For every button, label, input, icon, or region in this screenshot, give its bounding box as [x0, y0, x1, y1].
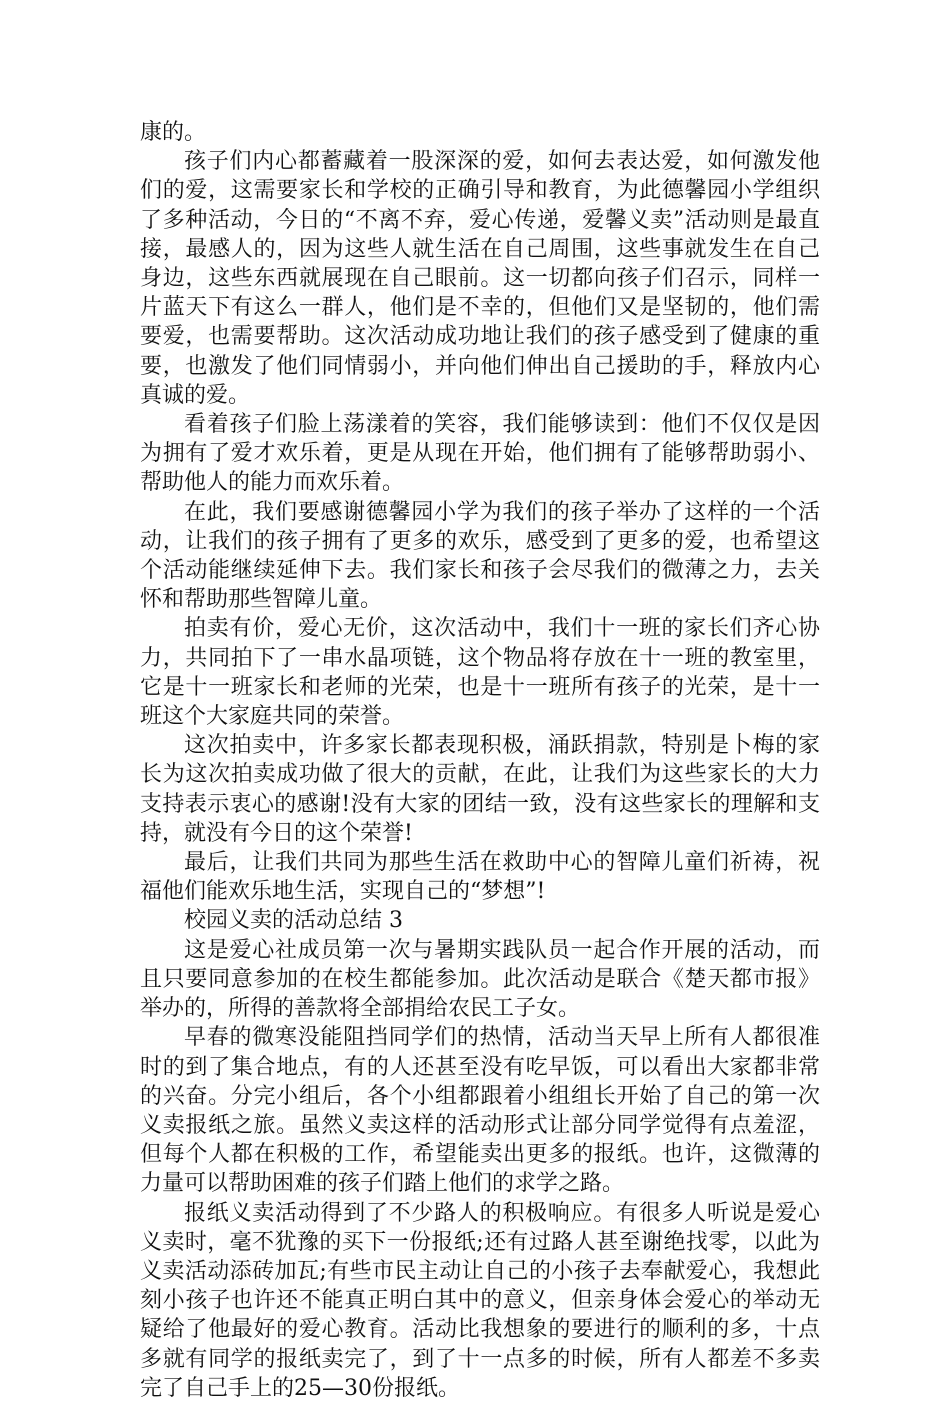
paragraph: 报纸义卖活动得到了不少路人的积极响应。有很多人听说是爱心义卖时，毫不犹豫的买下一份报纸;还有过路人甚至谢绝找零，以此为义卖活动添砖加瓦;有些市民主动让自己的小孩子去奉献爱心，我想此刻小孩子也许还不能真正明白其中的意义，但亲身体会爱心的举动无疑给了他最好的爱心教育。活动比我想象的要进行的顺利的多，十点多就有同学的报纸卖完了，到了十一点多的时候，所有人都差不多卖完了自己手上的25—30份报纸。 — [140, 1200, 820, 1401]
paragraph: 看着孩子们脸上荡漾着的笑容，我们能够读到：他们不仅仅是因为拥有了爱才欢乐着，更是从现在开始，他们拥有了能够帮助弱小、帮助他人的能力而欢乐着。 — [140, 412, 820, 496]
paragraph: 这是爱心社成员第一次与暑期实践队员一起合作开展的活动，而且只要同意参加的在校生都能参加。此次活动是联合《楚天都市报》举办的，所得的善款将全部捐给农民工子女。 — [140, 937, 820, 1022]
paragraph: 康的。 — [140, 120, 207, 145]
section-heading: 校园义卖的活动总结 3 — [184, 908, 403, 934]
paragraph: 孩子们内心都蓄藏着一股深深的爱，如何去表达爱，如何激发他们的爱，这需要家长和学校的正确引导和教育，为此德馨园小学组织了多种活动，今日的“不离不弃，爱心传递，爱馨义卖”活动则是最直接，最感人的，因为这些人就生活在自己周围，这些事就发生在自己身边，这些东西就展现在自己眼前。这一切都向孩子们召示，同样一片蓝天下有这么一群人，他们是不幸的，但他们又是坚韧的，他们需要爱，也需要帮助。这次活动成功地让我们的孩子感受到了健康的重要，也激发了他们同情弱小，并向他们伸出自己援助的手，释放内心真诚的爱。 — [140, 149, 820, 408]
paragraph: 拍卖有价，爱心无价，这次活动中，我们十一班的家长们齐心协力，共同拍下了一串水晶项链，这个物品将存放在十一班的教室里，它是十一班家长和老师的光荣，也是十一班所有孩子的光荣，是十一班这个大家庭共同的荣誉。 — [140, 616, 820, 730]
paragraph: 早春的微寒没能阻挡同学们的热情，活动当天早上所有人都很准时的到了集合地点，有的人还甚至没有吃早饭，可以看出大家都非常的兴奋。分完小组后，各个小组都跟着小组组长开始了自己的第一次义卖报纸之旅。虽然义卖这样的活动形式让部分同学觉得有点羞涩，但每个人都在积极的工作，希望能卖出更多的报纸。也许，这微薄的力量可以帮助困难的孩子们踏上他们的求学之路。 — [140, 1025, 820, 1197]
paragraph: 这次拍卖中，许多家长都表现积极，涌跃捐款，特别是卜梅的家长为这次拍卖成功做了很大的贡献，在此，让我们为这些家长的大力支持表示衷心的感谢!没有大家的团结一致，没有这些家长的理解和支持，就没有今日的这个荣誉! — [140, 733, 820, 846]
paragraph: 在此，我们要感谢德馨园小学为我们的孩子举办了这样的一个活动，让我们的孩子拥有了更多的欢乐，感受到了更多的爱，也希望这个活动能继续延伸下去。我们家长和孩子会尽我们的微薄之力，去关怀和帮助那些智障儿童。 — [140, 499, 820, 613]
paragraph: 最后，让我们共同为那些生活在救助中心的智障儿童们祈祷，祝福他们能欢乐地生活，实现自己的“梦想”! — [140, 850, 820, 905]
document-page — [140, 118, 820, 1403]
